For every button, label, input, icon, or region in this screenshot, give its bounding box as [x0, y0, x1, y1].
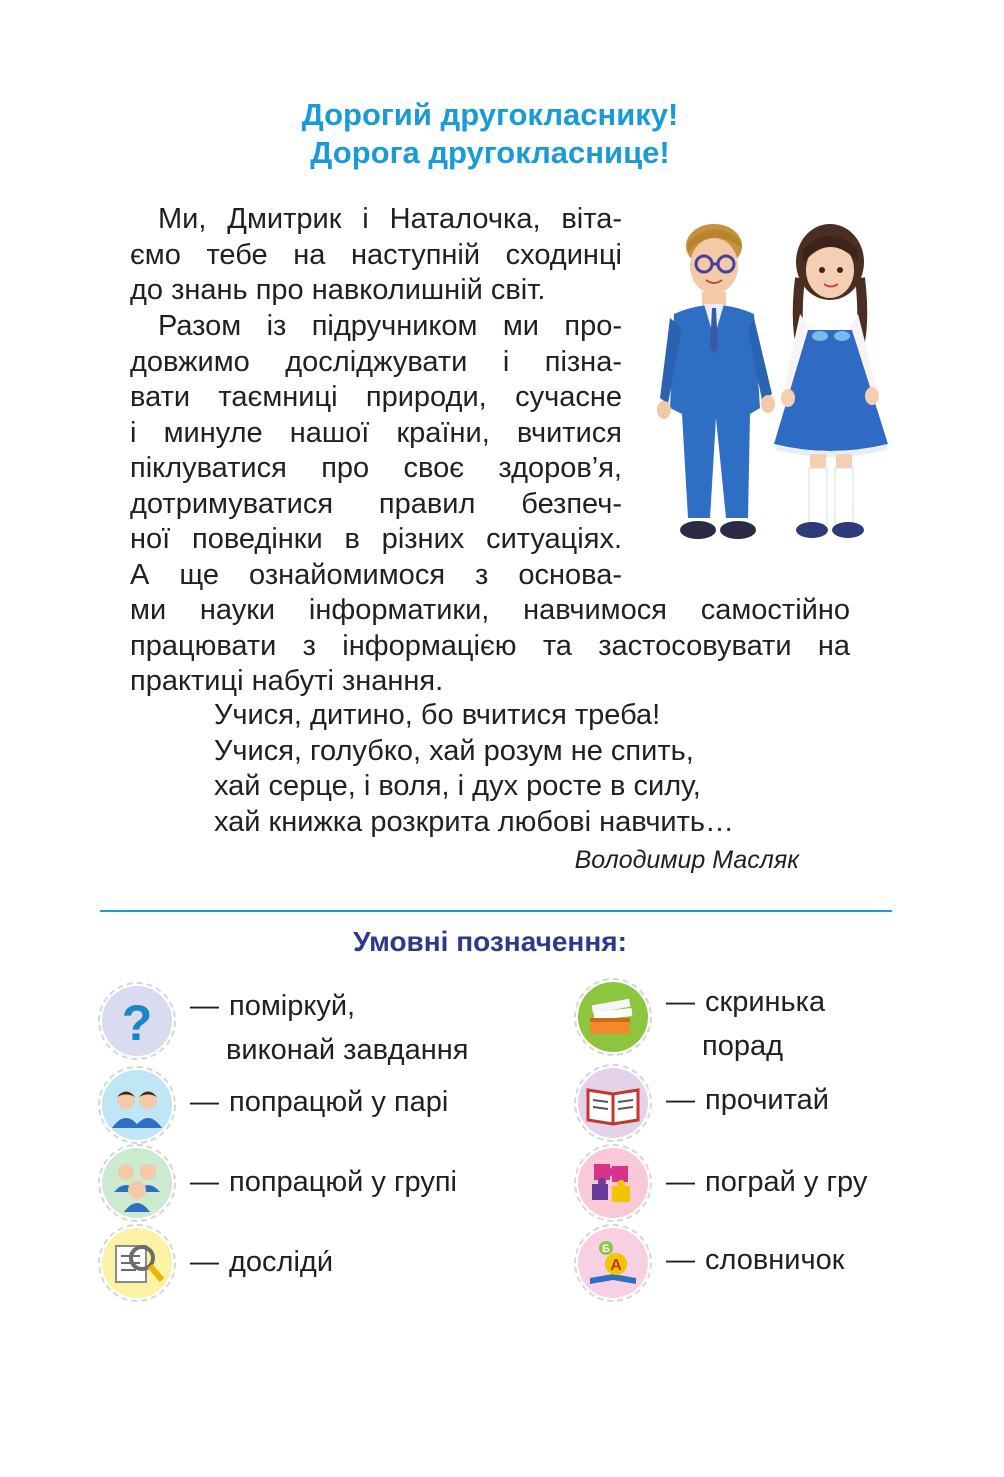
divider [100, 910, 892, 912]
heading-line-1: Дорогий другокласнику! [301, 97, 679, 132]
intro-paragraph [130, 202, 622, 309]
main-paragraph [130, 309, 850, 700]
legend-dash: — [666, 986, 695, 1018]
legend-label: попрацюй у парі [229, 1086, 449, 1118]
legend-item [578, 1228, 844, 1298]
paragraph-line: практиці набуті знання. [130, 665, 444, 697]
paragraph-line: працювати з інформацією та застосовувати на [130, 629, 850, 662]
pair-of-students-icon [102, 1070, 172, 1140]
paragraph-line: до знань про навколишній світ. [130, 274, 546, 306]
paragraph-line: довжимо досліджувати і пізна- [130, 345, 622, 378]
paragraph-line: піклуватися про своє здоров’я, [130, 452, 622, 484]
legend-item [578, 982, 825, 1068]
puzzle-icon [578, 1148, 648, 1218]
heading-line-2: Дорога другокласнице! [310, 135, 670, 170]
legend-label: скринька [705, 986, 826, 1018]
legend-item [102, 1228, 333, 1298]
girl-figure [774, 224, 888, 538]
paragraph-line: ємо тебе на наступній сходинці [130, 238, 622, 271]
paragraph-line: дотримуватися правил безпеч- [130, 487, 622, 520]
poem-line: хай серце, і воля, і дух росте в силу, [214, 770, 701, 802]
boy-and-girl-illustration [652, 218, 902, 558]
svg-text:Б: Б [602, 1243, 610, 1255]
magnifier-document-icon [102, 1228, 172, 1298]
legend-label: досліди́ [229, 1246, 334, 1278]
legend-dash: — [190, 990, 219, 1022]
legend-title: Умовні позначення: [353, 926, 627, 957]
legend-dash: — [666, 1244, 695, 1276]
legend-item [102, 986, 468, 1072]
legend-item [102, 1148, 457, 1218]
poem [214, 698, 734, 840]
legend-label: попрацюй у групі [229, 1166, 457, 1198]
question-mark-icon [102, 986, 172, 1056]
advice-box-icon [578, 982, 648, 1052]
legend-dash: — [190, 1166, 219, 1198]
legend-dash: — [190, 1086, 219, 1118]
paragraph-line: і минуле нашої країни, вчитися [130, 416, 622, 449]
poem-line: Учися, голубко, хай розум не спить, [214, 734, 694, 767]
legend-dash: — [666, 1084, 695, 1116]
legend-item [102, 1070, 448, 1140]
open-book-icon [578, 1068, 648, 1138]
group-of-students-icon [102, 1148, 172, 1218]
paragraph-line: А ще ознайомимося з основа- [130, 558, 622, 591]
legend-label: прочитай [705, 1084, 829, 1116]
legend-dash: — [190, 1246, 219, 1278]
legend-label: поміркуй, [229, 990, 356, 1022]
svg-text:?: ? [121, 995, 153, 1051]
paragraph-line: ми науки інформатики, навчимося самостійно [130, 594, 850, 626]
poem-author: Володимир Масляк [574, 846, 799, 874]
paragraph-line: Ми, Дмитрик і Наталочка, віта- [158, 203, 622, 235]
poem-line: Учися, дитино, бо вчитися треба! [214, 699, 661, 731]
legend-label: порад [702, 1030, 784, 1062]
dictionary-icon [578, 1228, 648, 1298]
boy-figure [657, 224, 775, 539]
paragraph-line: ної поведінки в різних ситуаціях. [130, 523, 622, 555]
svg-text:А: А [610, 1257, 622, 1274]
legend-dash: — [666, 1166, 695, 1198]
legend-item [578, 1068, 829, 1138]
legend-label: виконай завдання [226, 1034, 469, 1066]
paragraph-line: Разом із підручником ми про- [158, 310, 622, 342]
paragraph-line: вати таємниці природи, сучасне [130, 381, 622, 413]
legend-item [578, 1148, 867, 1218]
poem-line: хай книжка розкрита любові навчить… [214, 805, 735, 838]
legend-label: словничок [705, 1244, 845, 1276]
legend-label: пограй у гру [705, 1166, 868, 1198]
